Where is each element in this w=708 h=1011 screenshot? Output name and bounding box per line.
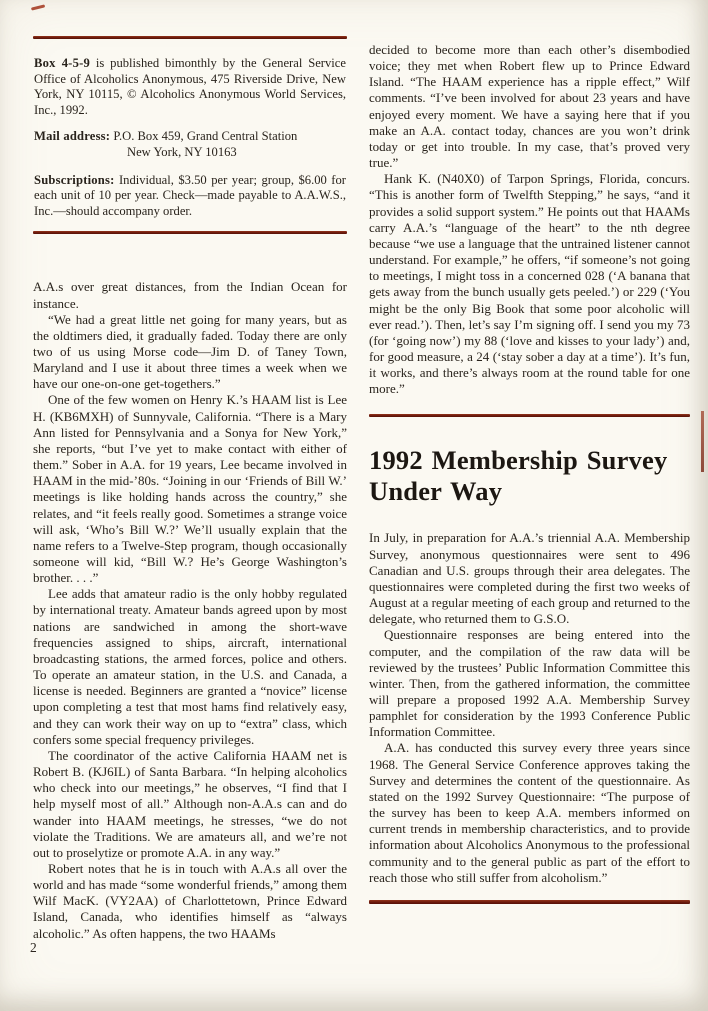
article-bottom-rule: [369, 900, 690, 904]
paragraph: One of the few women on Henry K.’s HAAM list is Lee H. (KB6MXH) of Sunnyvale, California. “There is a Mary Ann listed for Pennsylvania and a Sonya for New York,” she reports, “but I’ve yet to make contact with either of them.” Sober in A.A. for 19 years, Lee became involved in HAAM in the mid-’80s. “Joining in our ‘Friends of Bill W.’ meetings is like holding hands across the country,” she relates, and “it feels really good. Sometimes a strange voice will ask, ‘Who’s Bill W.?’ We’ll usually explain that the name refers to a Twelve-Step program, though occasionally someone will kid, “Bill W.? He’s George Washington’s brother. . . .”: [33, 392, 347, 586]
paragraph: In July, in preparation for A.A.’s triennial A.A. Membership Survey, anonymous questionnaires were sent to 496 Canadian and U.S. groups through their area delegates. The questionnaires were completed during the first two weeks of August at a regular meeting of each group and returned to the delegate, who returned them to G.S.O.: [369, 530, 690, 627]
masthead-publication-info: [34, 56, 346, 118]
paragraph: “We had a great little net going for many years, but as the oldtimers died, it gradually faded. Today there are only two of us using Morse code—Jim D. of Taney Town, Maryland and I use it about three times a week when we have our one-on-one get-togethers.”: [33, 311, 347, 392]
mail-address-label: Mail address:: [34, 129, 111, 144]
masthead-bottom-rule: [33, 231, 347, 234]
masthead-mail-address: [34, 129, 346, 160]
newsletter-page: [33, 36, 690, 942]
survey-article-title: [369, 445, 690, 507]
paragraph: Hank K. (N40X0) of Tarpon Springs, Florida, concurs. “This is another form of Twelfth Stepping,” he says, “and it provides a solid support system.” He points out that HAAMs carry A.A.’s “language of the heart” to the nth degree because “we use a language that the untrained listener cannot understand. For example,” he offers, “if someone’s not going to meetings, I might toss in a concerned 028 (‘A banana that gets away from the bunch usually gets peeled.’) or 229 (‘You might be the only Big Book that some poor alcoholic will ever read.’). Then, let’s say I’m signing off. I send you my 73 (for ‘going now’) my 88 (‘love and kisses to your lady’) and, for good measure, a 24 (‘stay sober a day at a time’). It’s fun, it works, and there’s always room at the round table for one more.”: [369, 171, 690, 397]
mail-address-line2: New York, NY 10163: [127, 144, 237, 159]
scan-mark-right-edge: [701, 411, 704, 472]
scan-mark-top-left: [31, 4, 45, 10]
survey-title-line2: Under Way: [369, 476, 503, 507]
survey-title-line1: 1992 Membership Survey: [369, 445, 668, 476]
masthead-subscriptions: [34, 173, 346, 220]
survey-article-text: [369, 530, 690, 885]
mail-address-value1: P.O. Box 459, Grand Central Station: [113, 129, 298, 144]
paragraph-continuation: A.A.s over great distances, from the Indian Ocean for instance.: [33, 279, 347, 311]
haam-article-left-text: [33, 279, 347, 941]
article-divider-rule: [369, 414, 690, 417]
subscriptions-label: Subscriptions:: [34, 172, 115, 187]
right-column: [369, 36, 690, 942]
paragraph: Questionnaire responses are being entered into the computer, and the compilation of the raw data will be reviewed by the trustees’ Public Information Committee this winter. Then, from the gathered information, the committee will prepare a proposed 1992 A.A. Membership Survey pamphlet for consideration by the 1993 Conference Public Information Committee.: [369, 627, 690, 740]
subscriptions-text: Individual, $3.50 per year; group, $6.00 for each unit of 10 per year. Check—made payable to A.A.W.S., Inc.—should accompany order.: [34, 172, 346, 218]
paragraph: A.A. has conducted this survey every three years since 1968. The General Service Conference approves taking the Survey and determines the content of the questionnaire. As stated on the 1992 Survey Questionnaire: “The purpose of the survey has been to keep A.A. members informed on current trends in membership characteristics, and to provide information about Alcoholics Anonymous to the professional community and to the general public as part of the effort to reach those who still suffer from alcoholism.”: [369, 740, 690, 885]
page-number: 2: [30, 940, 37, 955]
left-column: [33, 36, 347, 942]
masthead-title: Box 4-5-9: [34, 56, 90, 70]
paragraph: The coordinator of the active California HAAM net is Robert B. (KJ6IL) of Santa Barbara. “In helping alcoholics who check into our meetings,” he observes, “I find that I help myself most of all.” Although non-A.A.s can and do wander into HAAM meetings, he stresses, “we do not violate the Traditions. We are amateurs all, and we’re not out to proselytize or promote A.A. in any way.”: [33, 747, 347, 860]
haam-article-right-text: [369, 42, 690, 397]
masthead-box: [33, 39, 347, 231]
masthead-publication-text: is published bimonthly by the General Service Office of Alcoholics Anonymous, 475 Riverside Drive, New York, NY 10115, © Alcoholics Anonymous World Services, Inc., 1992.: [34, 56, 346, 117]
mail-address-line1: [34, 129, 346, 145]
paragraph: Robert notes that he is in touch with A.A.s all over the world and has made “some wonderful friends,” among them Wilf MacK. (VY2AA) of Charlottetown, Prince Edward Island, Canada, who identifies himself as “always alcoholic.” As often happens, the two HAAMs: [33, 860, 347, 941]
paragraph: Lee adds that amateur radio is the only hobby regulated by international treaty. Amateur bands agreed upon by most nations are sandwiched in among the short-wave frequencies assigned to ships, aircraft, international broadcasting stations, the armed forces, police and others. To operate an amateur station, in the U.S. and Canada, a license is needed. Beginners are granted a “novice” license upon completing a test that most hams find relatively easy, and they can work their way on up to “extra” class, which confers some special frequency privileges.: [33, 586, 347, 747]
paragraph-continuation: decided to become more than each other’s disembodied voice; they met when Robert flew up to Prince Edward Island. “The HAAM experience has a ripple effect,” Wilf comments. “I’ve been involved for about 23 years and have enjoyed every moment. We have a saying here that if you make an A.A. contact today, chances are you won’t drink today or get into trouble. In my case, that’s proved very true.”: [369, 42, 690, 171]
